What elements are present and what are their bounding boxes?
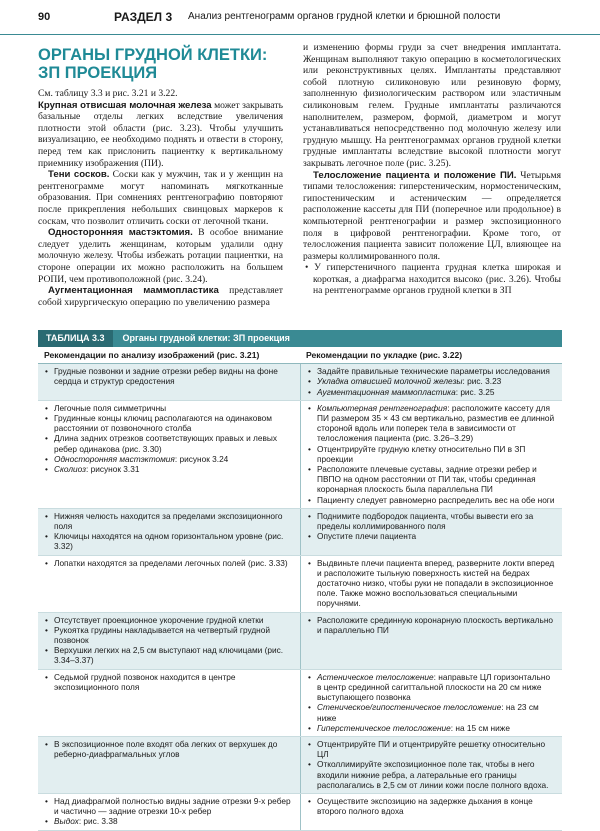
- image-analysis-cell: [38, 794, 300, 830]
- table-list-item: • Стеническое/гипостеническое телосложение: на 23 см ниже: [307, 702, 556, 722]
- table-list-item: • Грудинные концы ключиц располагаются на одинаковом расстоянии от позвоночного столба: [44, 413, 294, 433]
- table-list-item: • Выдох: рис. 3.38: [44, 816, 294, 826]
- table-list-item: • Верхушки легких на 2,5 см выступают над ключицами (рис. 3.34–3.37): [44, 645, 294, 665]
- paragraph-breast: [38, 100, 283, 170]
- lead-mastectomy: Односторонняя мастэктомия.: [48, 227, 193, 239]
- paragraph-body-type: [303, 170, 561, 263]
- text-mastectomy: В особое внимание следует уделить женщинам, которым удалили одну молочную железу. Чтобы избежать ротации пациентки, на стороне операции их можно расположить на большем РОПИ, чем противоположной (рис. 3.24).: [38, 227, 283, 285]
- table-number: ТАБЛИЦА 3.3: [38, 330, 113, 347]
- positioning-cell: [300, 670, 562, 736]
- table-row: [38, 556, 562, 613]
- table-list-item: • Седьмой грудной позвонок находится в центре экспозиционного поля: [44, 672, 294, 692]
- section-label: РАЗДЕЛ 3: [114, 10, 173, 24]
- table-list-item: • В экспозиционное поле входят оба легких от верхушек до реберно-диафрагмальных углов: [44, 739, 294, 759]
- positioning-cell: [300, 794, 562, 830]
- paragraph-augmentation: [38, 285, 283, 308]
- image-analysis-cell: [38, 670, 300, 736]
- table-list-item: • Лопатки находятся за пределами легочных полей (рис. 3.33): [44, 558, 294, 568]
- text-nipples: Соски как у мужчин, так и у женщин на рентгенограмме могут напоминать мягкотканные образования. При сомнениях рентгенографию повторяют после прикрепления небольших свинцовых маркеров к соскам, что позволит отличить соски от легочной ткани.: [38, 169, 283, 227]
- table-list-item: • Аугментационная маммопластика: рис. 3.25: [307, 387, 556, 397]
- left-column: [38, 44, 283, 308]
- text-body-type: Четырьмя типами телосложения: гиперстеническим, нормостеническим, гипостеническим и астеническим — определяется расположение кассеты для ПИ (поперечное или продольное) в компьютерной рентгенографии и размер экспозиционного поля в цифровой рентгенографии. Кроме того, от телосложения пациента зависит положение ЦЛ, влияющее на размеры коллимированного поля.: [303, 169, 562, 262]
- lead-augmentation: Аугментационная маммопластика: [48, 285, 219, 297]
- table-title: Органы грудной клетки: ЗП проекция: [122, 333, 290, 344]
- positioning-cell: [300, 613, 562, 669]
- reference-line: См. таблицу 3.3 и рис. 3.21 и 3.22.: [38, 88, 178, 99]
- text-breast: может закрывать базальные отделы легких вследствие увеличения плотности этой области (рис. 3.23). Чтобы улучшить визуализацию, ее необходимо поднять и отвести в сторону, перед тем как прислонить пациентку к вертикальному приемнику изображения (ПИ).: [38, 99, 283, 169]
- table-header: [38, 347, 562, 364]
- table-list-item: • Расположите срединную коронарную плоскость вертикально и параллельно ПИ: [307, 615, 556, 635]
- bullet-hypersthenic: • У гиперстеничного пациента грудная клетка широкая и короткая, а диафрагма находится высоко (рис. 3.26). Чтобы на рентгенограмме органов грудной клетки в ЗП: [305, 262, 561, 297]
- image-analysis-cell: [38, 556, 300, 612]
- table-list-item: • Ключицы находятся на одном горизонтальном уровне (рис. 3.32): [44, 531, 294, 551]
- main-heading: [38, 46, 283, 82]
- table-list-item: • Отцентрируйте грудную клетку относительно ПИ в ЗП проекции: [307, 444, 556, 464]
- heading-line-1: ОРГАНЫ ГРУДНОЙ КЛЕТКИ:: [38, 46, 268, 64]
- table-body: [38, 364, 562, 830]
- table-list-item: • Отколлимируйте экспозиционное поле так, чтобы в него входили нижние ребра, а латеральные его границы располагались в 2,5 см от линии кожи после полного вдоха.: [307, 759, 556, 790]
- table-list-item: • Расположите плечевые суставы, задние отрезки ребер и ПВПО на одном расстоянии от ПИ так, чтобы срединная коронарная плоскость была параллельна ПИ: [307, 464, 556, 495]
- table-list-item: • Гиперстеническое телосложение: на 15 см ниже: [307, 723, 556, 733]
- lead-breast: Крупная отвисшая молочная железа: [38, 99, 212, 111]
- image-analysis-cell: [38, 401, 300, 508]
- positioning-cell: [300, 364, 562, 400]
- table-row: [38, 509, 562, 556]
- table-list-item: • Отцентрируйте ПИ и отцентрируйте решетку относительно ЦЛ: [307, 739, 556, 759]
- table-list-item: • Поднимите подбородок пациента, чтобы вывести его за пределы коллимированного поля: [307, 511, 556, 531]
- table-list-item: • Отсутствует проекционное укорочение грудной клетки: [44, 615, 294, 625]
- table-row: [38, 737, 562, 794]
- paragraph-mastectomy: [38, 227, 283, 285]
- page-number: 90: [38, 11, 51, 23]
- table-list-item: • Сколиоз: рисунок 3.31: [44, 464, 294, 474]
- right-column: [303, 42, 561, 297]
- table-row: [38, 794, 562, 831]
- table-list-item: • Легочные поля симметричны: [44, 403, 294, 413]
- image-analysis-cell: [38, 509, 300, 555]
- table-list-item: • Астеническое телосложение: направьте ЦЛ горизонтально в центр срединной сагиттальной плоскости на 20 см ниже выступающего позвонка: [307, 672, 556, 703]
- table-list-item: • Нижняя челюсть находится за пределами экспозиционного поля: [44, 511, 294, 531]
- table-list-item: • Укладка отвисшей молочной железы: рис. 3.23: [307, 376, 556, 386]
- table-list-item: • Опустите плечи пациента: [307, 531, 556, 541]
- table-list-item: • Односторонняя мастэктомия: рисунок 3.24: [44, 454, 294, 464]
- table-list-item: • Пациенту следует равномерно распределить вес на обе ноги: [307, 495, 556, 505]
- positioning-cell: [300, 556, 562, 612]
- table-list-item: • Осуществите экспозицию на задержке дыхания в конце второго полного вдоха: [307, 796, 556, 816]
- table-3-3: [38, 330, 562, 831]
- table-caption: [38, 330, 562, 347]
- table-row: [38, 401, 562, 509]
- table-row: [38, 670, 562, 737]
- lead-body-type: Телосложение пациента и положение ПИ.: [313, 169, 517, 181]
- section-title: Анализ рентгенограмм органов грудной клетки и брюшной полости: [188, 11, 501, 22]
- table-list-item: • Длина задних отрезков соответствующих правых и левых ребер одинакова (рис. 3.30): [44, 433, 294, 453]
- positioning-cell: [300, 401, 562, 508]
- table-list-item: • Грудные позвонки и задние отрезки ребер видны на фоне сердца и структур средостения: [44, 366, 294, 386]
- image-analysis-cell: [38, 737, 300, 793]
- col2-header: Рекомендации по укладке (рис. 3.22): [306, 350, 463, 360]
- table-list-item: • Компьютерная рентгенография: расположите кассету для ПИ размером 35 × 43 см вертикально, разместив ее длинной стороной вдоль или поперек тела в зависимости от телосложения пациента (рис. 3.26–3.29): [307, 403, 556, 444]
- table-list-item: • Выдвиньте плечи пациента вперед, разверните локти вперед и расположите тыльную поверхность кистей на бедрах достаточно низко, чтобы руки не попадали в экспозиционное поле. Также можно воспользоваться специальными поручнями.: [307, 558, 556, 609]
- bullet-hypersthenic-text: У гиперстеничного пациента грудная клетка широкая и короткая, а диафрагма находится высоко (рис. 3.26). Чтобы на рентгенограмме органов грудной клетки в ЗП: [313, 262, 561, 297]
- text-augmentation: представляет собой хирургическую операцию по увеличению размера: [38, 285, 283, 308]
- table-list-item: • Задайте правильные технические параметры исследования: [307, 366, 556, 376]
- image-analysis-cell: [38, 613, 300, 669]
- heading-line-2: ЗП ПРОЕКЦИЯ: [38, 64, 158, 82]
- paragraph-nipples: [38, 169, 283, 227]
- table-row: [38, 364, 562, 401]
- table-list-item: • Рукоятка грудины накладывается на четвертый грудной позвонок: [44, 625, 294, 645]
- paragraph-implants: и изменению формы груди за счет внедрения имплантата. Женщинам выполняют такую операцию в косметологических или реконструктивных целях. Имплантаты представляют собой плотную силиконовую или резиновую форму, заполненную физиологическим раствором или эластичным силиконовым гелем. Грудные имплантаты различаются наполнителем, размером, формой, диаметром и могут устанавливаться непосредственно под молочную железу или грудную мышцу. На рентгенограммах органов грудной клетки грудные имплантаты вследствие высокой плотности могут закрывать легочное поле (рис. 3.25).: [303, 42, 561, 169]
- lead-nipples: Тени сосков.: [48, 169, 110, 181]
- col1-header: Рекомендации по анализу изображений (рис. 3.21): [44, 350, 260, 360]
- positioning-cell: [300, 509, 562, 555]
- page-header: [0, 0, 600, 35]
- positioning-cell: [300, 737, 562, 793]
- table-row: [38, 613, 562, 670]
- table-list-item: • Над диафрагмой полностью видны задние отрезки 9-х ребер и частично — задние отрезки 10-х ребер: [44, 796, 294, 816]
- image-analysis-cell: [38, 364, 300, 400]
